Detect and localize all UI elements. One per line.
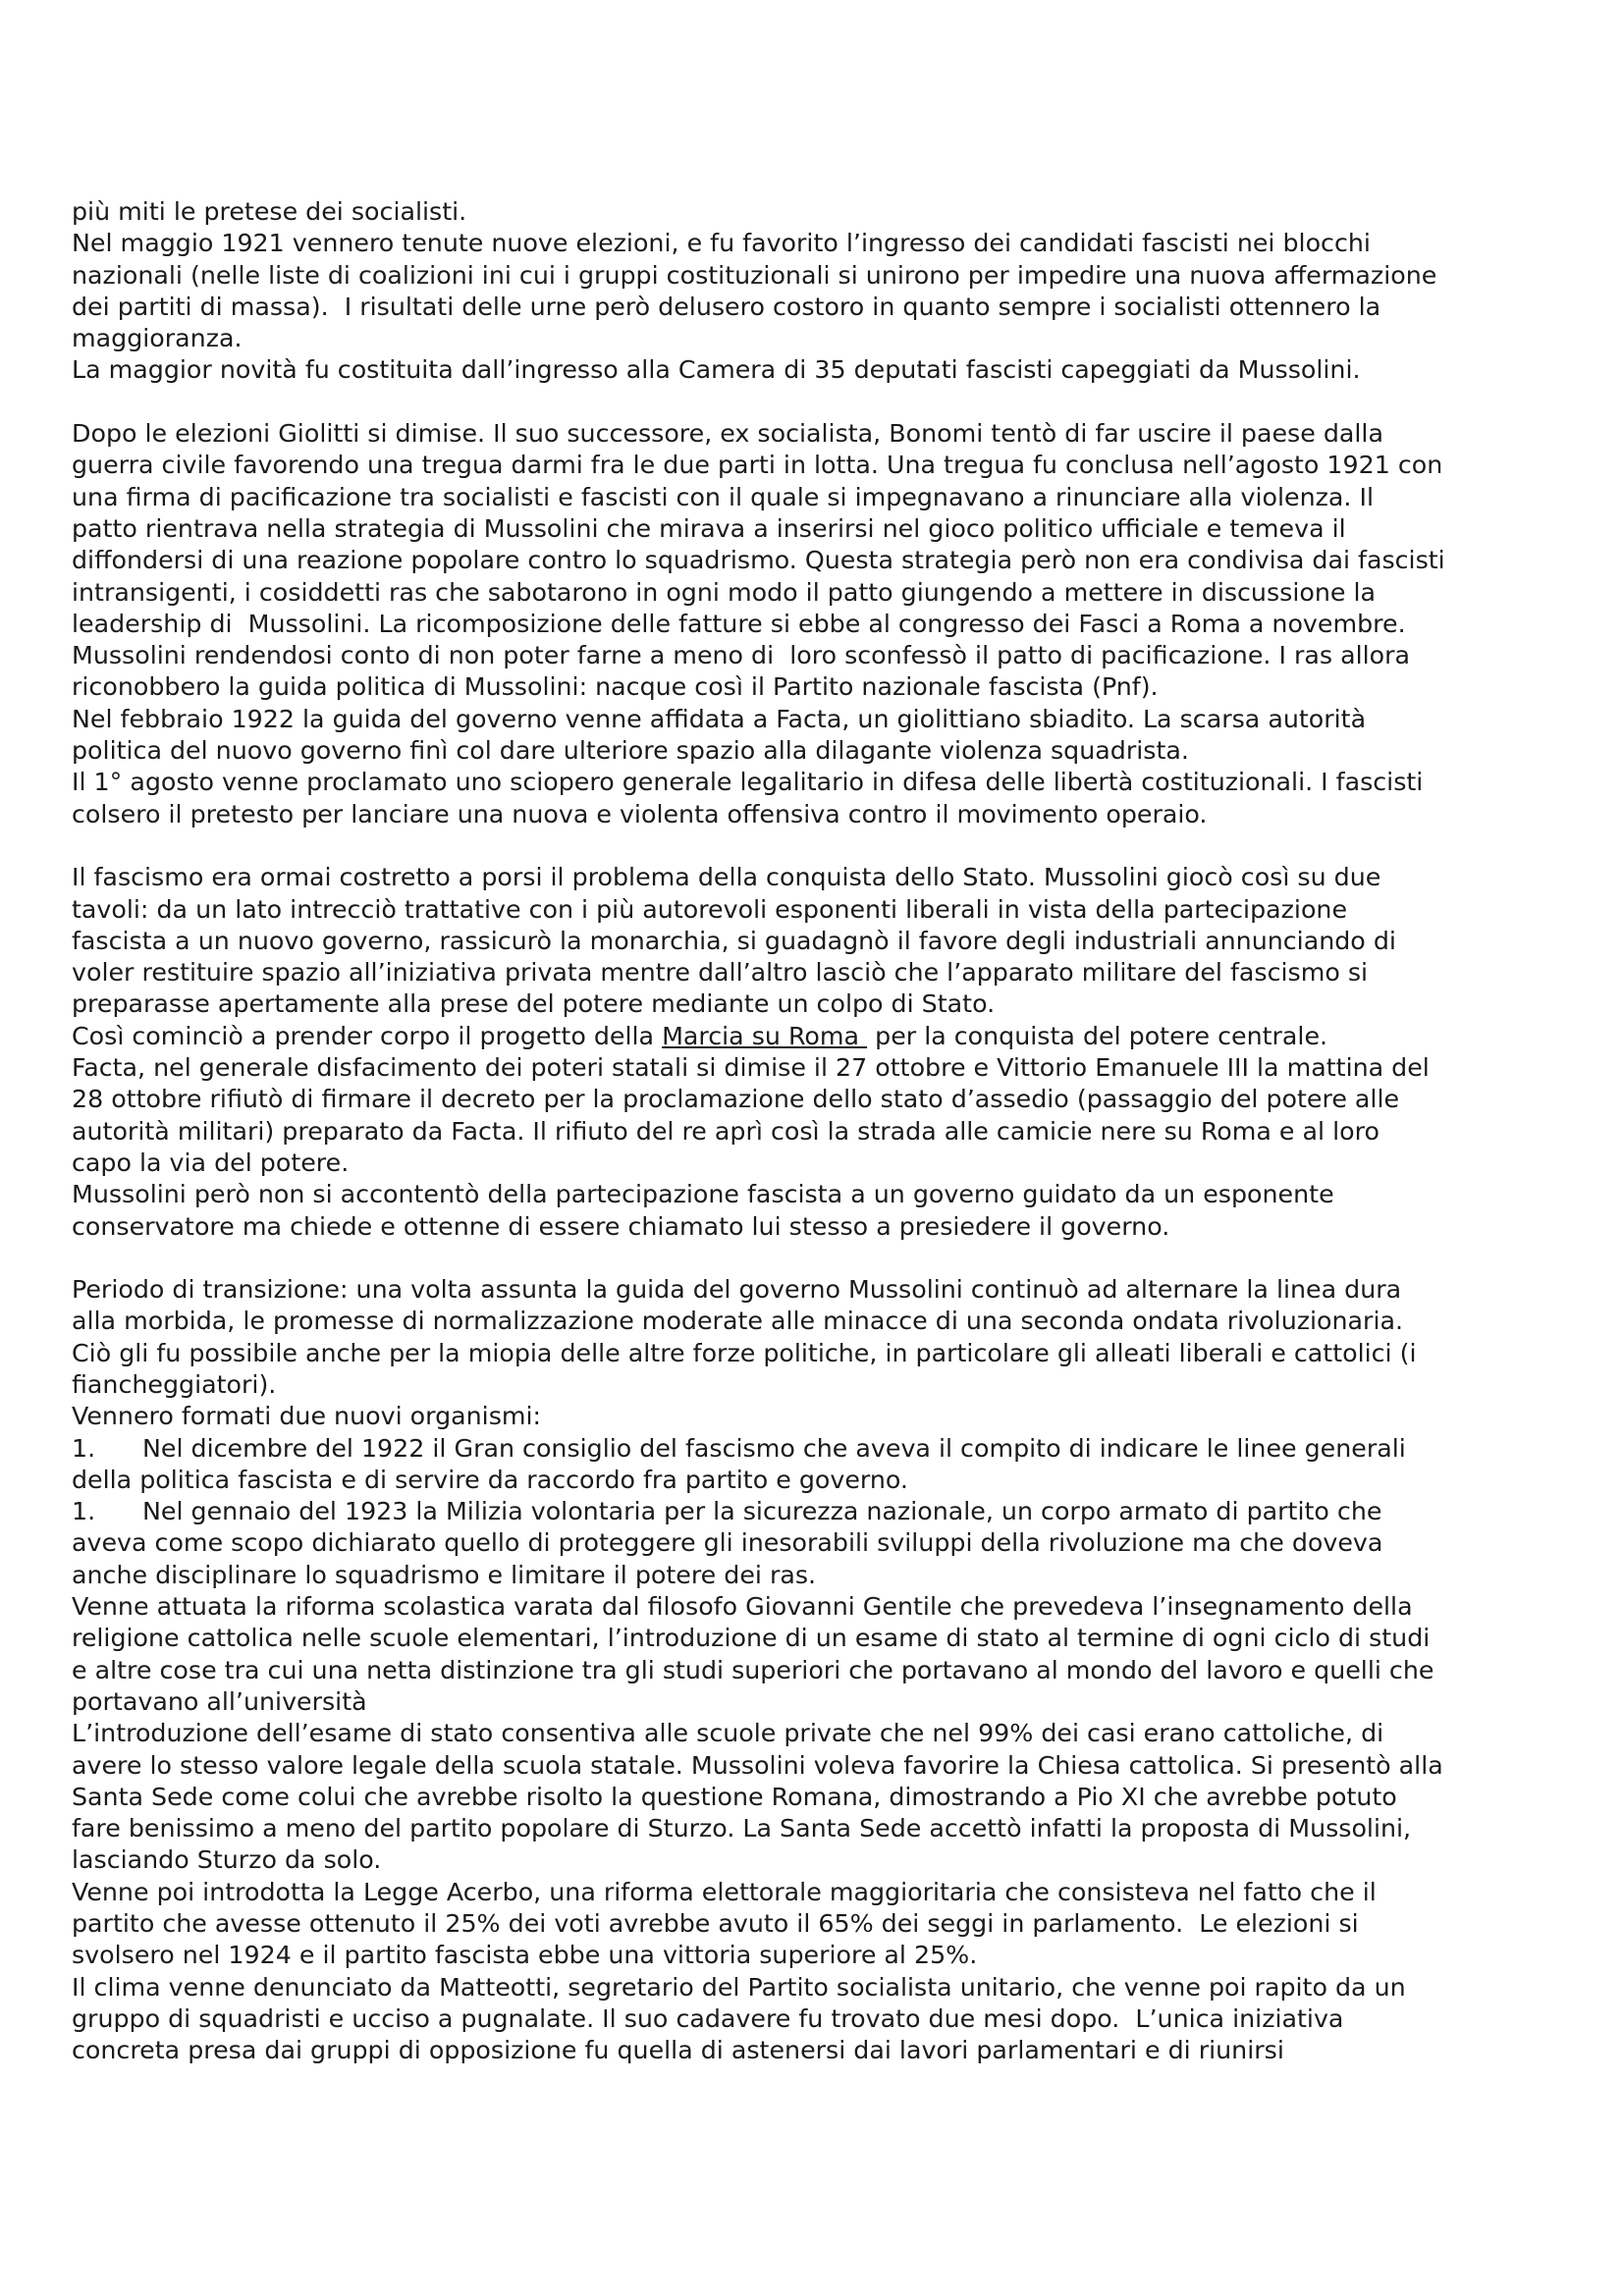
text-line: guerra civile favorendo una tregua darmi fra le due parti in lotta. Una tregua fu conclusa nell’agosto 1921 con [72, 451, 1443, 480]
list-item-continuation: aveva come scopo dichiarato quello di proteggere gli inesorabili sviluppi della rivoluzione ma che doveva [72, 1528, 1383, 1558]
text-line: più miti le pretese dei socialisti. [72, 197, 467, 226]
text-line: 28 ottobre rifiutò di firmare il decreto per la proclamazione dello stato d’assedio (passaggio del potere alle [72, 1085, 1400, 1114]
list-item [72, 1433, 1584, 1465]
link-line-before: Così cominciò a prender corpo il progetto della [72, 1021, 663, 1050]
text-line: voler restituire spazio all’iniziativa privata mentre dall’altro lasciò che l’apparato militare del fascismo si [72, 958, 1369, 988]
paragraph-gap [72, 1243, 1584, 1274]
text-line: Il clima venne denunciato da Matteotti, segretario del Partito socialista unitario, che venne poi rapito da un [72, 1972, 1406, 2002]
document-body [72, 196, 1584, 2067]
text-line: e altre cose tra cui una netta distinzione tra gli studi superiori che portavano al mondo del lavoro e quelli che [72, 1655, 1434, 1684]
list-item-text: Nel gennaio del 1923 la Milizia volontaria per la sicurezza nazionale, un corpo armato di partito che [142, 1497, 1382, 1526]
text-line: fiancheggiatori). [72, 1369, 277, 1399]
text-line: Vennero formati due nuovi organismi: [72, 1402, 542, 1431]
text-line: Venne attuata la riforma scolastica varata dal filosofo Giovanni Gentile che prevedeva l’insegnamento della [72, 1592, 1413, 1622]
text-line: fare benissimo a meno del partito popolare di Sturzo. La Santa Sede accettò infatti la proposta di Mussolini, [72, 1814, 1412, 1843]
text-line: politica del nuovo governo finì col dare ulteriore spazio alla dilagante violenza squadrista. [72, 736, 1189, 766]
text-line: capo la via del potere. [72, 1148, 350, 1177]
text-line: Venne poi introdotta la Legge Acerbo, una riforma elettorale maggioritaria che consisteva nel fatto che il [72, 1877, 1377, 1906]
text-line: nazionali (nelle liste di coalizioni ini cui i gruppi costituzionali si unirono per impedire una nuova affermazione [72, 260, 1437, 290]
text-line-with-link [72, 1021, 1584, 1052]
text-line: patto rientrava nella strategia di Mussolini che mirava a inserirsi nel gioco politico ufficiale e temeva il [72, 513, 1346, 543]
text-line: maggioranza. [72, 324, 243, 353]
text-line: avere lo stesso valore legale della scuola statale. Mussolini voleva favorire la Chiesa cattolica. Si presentò alla [72, 1750, 1443, 1780]
text-line: Facta, nel generale disfacimento dei poteri statali si dimise il 27 ottobre e Vittorio Emanuele III la mattina del [72, 1053, 1430, 1083]
text-line: Nel febbraio 1922 la guida del governo venne affidata a Facta, un giolittiano sbiadito. La scarsa autorità [72, 704, 1367, 733]
text-line: Periodo di transizione: una volta assunta la guida del governo Mussolini continuò ad alternare la linea dura [72, 1275, 1402, 1305]
list-item-continuation: anche disciplinare lo squadrismo e limitare il potere dei ras. [72, 1560, 817, 1589]
text-line: svolsero nel 1924 e il partito fascista ebbe una vittoria superiore al 25%. [72, 1941, 978, 1970]
text-line: intransigenti, i cosiddetti ras che sabotarono in ogni modo il patto giungendo a mettere in discussione la [72, 577, 1376, 607]
text-line: partito che avesse ottenuto il 25% dei voti avrebbe avuto il 65% dei seggi in parlamento. Le elezioni si [72, 1909, 1359, 1939]
text-line: lasciando Sturzo da solo. [72, 1845, 382, 1875]
text-line: leadership di Mussolini. La ricomposizione delle fatture si ebbe al congresso dei Fasci a Roma a novembre. [72, 609, 1406, 638]
text-line: alla morbida, le promesse di normalizzazione moderate alle minacce di una seconda ondata rivoluzionaria. [72, 1307, 1404, 1336]
text-line: portavano all’università [72, 1686, 367, 1716]
text-line: colsero il pretesto per lanciare una nuova e violenta offensiva contro il movimento operaio. [72, 799, 1208, 828]
list-item-number: 1. [72, 1497, 96, 1526]
text-line: Nel maggio 1921 vennero tenute nuove elezioni, e fu favorito l’ingresso dei candidati fascisti nei blocchi [72, 229, 1371, 258]
list-item-continuation: della politica fascista e di servire da raccordo fra partito e governo. [72, 1465, 908, 1494]
text-line: Ciò gli fu possibile anche per la miopia delle altre forze politiche, in particolare gli alleati liberali e cattolici (i [72, 1338, 1417, 1367]
paragraph-gap [72, 387, 1584, 418]
list-item-number: 1. [72, 1433, 96, 1463]
text-line: concreta presa dai gruppi di opposizione fu quella di astenersi dai lavori parlamentari e di riunirsi [72, 2036, 1284, 2065]
list-item [72, 1496, 1584, 1527]
text-line: religione cattolica nelle scuole elementari, l’introduzione di un esame di stato al termine di ogni ciclo di studi [72, 1624, 1431, 1653]
text-line: preparasse apertamente alla prese del potere mediante un colpo di Stato. [72, 989, 996, 1019]
list-item-text: Nel dicembre del 1922 il Gran consiglio del fascismo che aveva il compito di indicare le linee generali [142, 1433, 1406, 1463]
text-line: gruppo di squadristi e ucciso a pugnalate. Il suo cadavere fu trovato due mesi dopo. L’unica iniziativa [72, 2003, 1344, 2033]
text-line: tavoli: da un lato intrecciò trattative con i più autorevoli esponenti liberali in vista della partecipazione [72, 894, 1348, 924]
link-line-after: per la conquista del potere centrale. [867, 1021, 1328, 1050]
text-line: Mussolini rendendosi conto di non poter farne a meno di loro sconfessò il patto di pacificazione. I ras allora [72, 641, 1411, 670]
text-line: riconobbero la guida politica di Mussolini: nacque così il Partito nazionale fascista (Pnf). [72, 672, 1159, 702]
text-line: Il fascismo era ormai costretto a porsi il problema della conquista dello Stato. Mussolini giocò così su due [72, 863, 1381, 892]
text-line: diffondersi di una reazione popolare contro lo squadrismo. Questa strategia però non era condivisa dai fascisti [72, 546, 1445, 575]
text-line: fascista a un nuovo governo, rassicurò la monarchia, si guadagnò il favore degli industriali annunciando di [72, 926, 1396, 955]
text-line: Il 1° agosto venne proclamato uno sciopero generale legalitario in difesa delle libertà costituzionali. I fascisti [72, 768, 1424, 797]
text-line: Dopo le elezioni Giolitti si dimise. Il suo successore, ex socialista, Bonomi tentò di far uscire il paese dalla [72, 419, 1383, 449]
text-line: Mussolini però non si accontentò della partecipazione fascista a un governo guidato da un esponente [72, 1180, 1334, 1209]
text-line: conservatore ma chiede e ottenne di essere chiamato lui stesso a presiedere il governo. [72, 1211, 1170, 1241]
text-line: dei partiti di massa). I risultati delle urne però delusero costoro in quanto sempre i socialisti ottennero la [72, 292, 1381, 321]
text-line: autorità militari) preparato da Facta. Il rifiuto del re aprì così la strada alle camicie nere su Roma e al loro [72, 1116, 1380, 1146]
text-line: L’introduzione dell’esame di stato consentiva alle scuole private che nel 99% dei casi erano cattoliche, di [72, 1719, 1384, 1748]
paragraph-gap [72, 830, 1584, 862]
text-line: Santa Sede come colui che avrebbe risolto la questione Romana, dimostrando a Pio XI che avrebbe potuto [72, 1782, 1397, 1811]
text-line: La maggior novità fu costituita dall’ingresso alla Camera di 35 deputati fascisti capeggiati da Mussolini. [72, 355, 1361, 385]
marcia-su-roma-link[interactable]: Marcia su Roma [662, 1021, 868, 1050]
text-line: una firma di pacificazione tra socialisti e fascisti con il quale si impegnavano a rinunciare alla violenza. Il [72, 482, 1374, 511]
